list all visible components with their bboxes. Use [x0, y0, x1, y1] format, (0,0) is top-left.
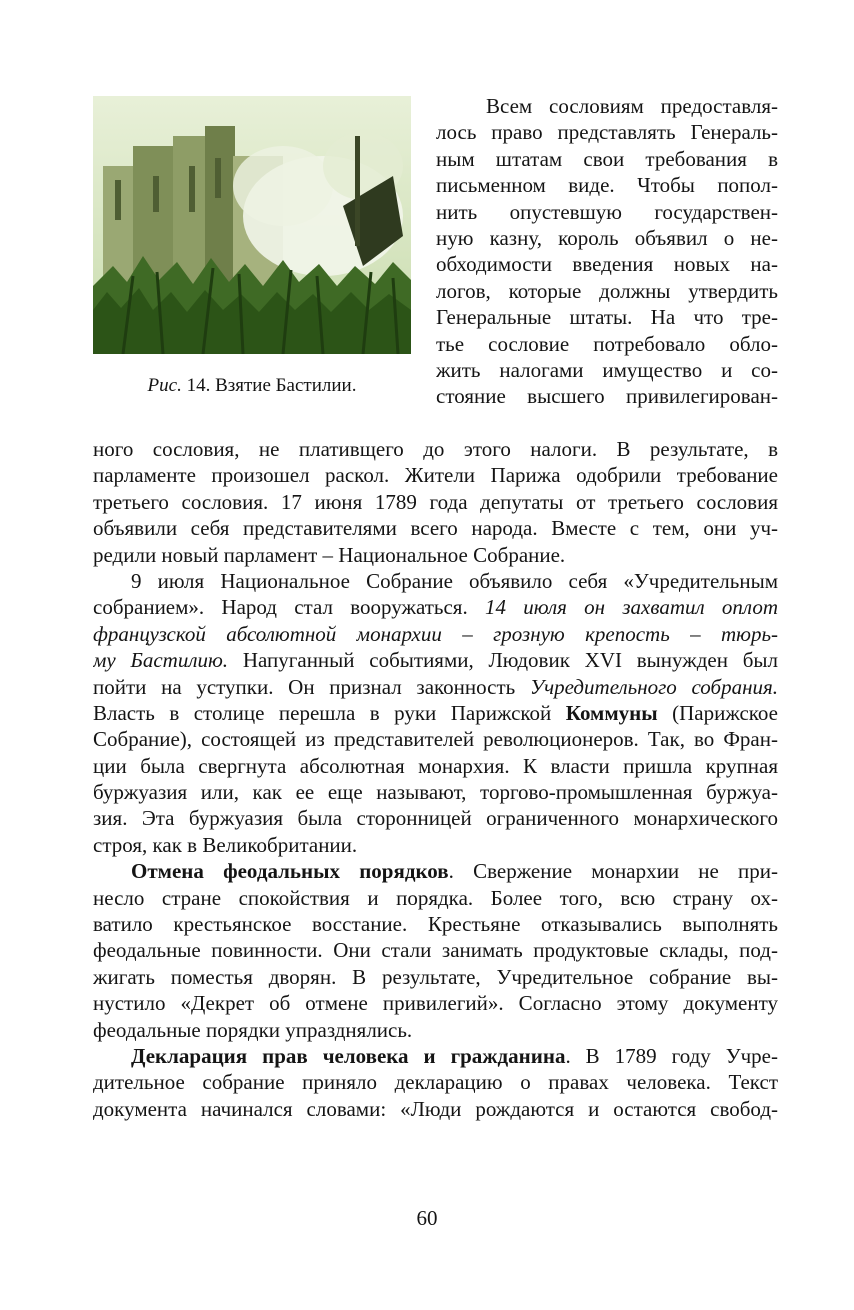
paragraph-line: парламенте произошел раскол. Жители Парижа одобрили требование [93, 463, 778, 488]
paragraph-line: ватило крестьянское восстание. Крестьяне отказывались выполнять [93, 912, 778, 937]
text-run: Власть в столице перешла в руки Парижской [93, 700, 566, 725]
page-number: 60 [416, 1206, 438, 1230]
paragraph-line: ного сословия, не плативщего до этого налоги. В результате, в [93, 437, 778, 461]
paragraph-line [93, 647, 778, 673]
side-column-text [436, 93, 778, 410]
paragraph-line: объявили себя представителями всего народа. Вместе с тем, они уч- [93, 516, 778, 541]
paragraph-line: нустило «Декрет об отмене привилегий». Согласно этому документу [93, 991, 778, 1016]
side-line: Всем сословиям предоставля- [486, 94, 778, 118]
paragraph-line [93, 858, 778, 884]
side-line: письменном виде. Чтобы попол- [436, 173, 778, 198]
caption-text: 14. Взятие Бастилии. [186, 375, 357, 396]
paragraph-line: документа начинался словами: «Люди рождаются и остаются свобод- [93, 1096, 778, 1121]
side-line: обходимости введения новых на- [436, 252, 778, 277]
side-line: тье сословие потребовало обло- [436, 331, 778, 356]
paragraph-line: жигать поместья дворян. В результате, Учредительное собрание вы- [93, 964, 778, 989]
text-run: . Свержение монархии не при- [448, 859, 778, 884]
side-line: жить налогами имущество и со- [436, 357, 778, 382]
paragraph-line: дительное собрание приняло декларацию о правах человека. Текст [93, 1070, 778, 1095]
paragraph-line [93, 594, 778, 620]
paragraph-line [93, 700, 778, 726]
bastille-illustration [93, 96, 411, 354]
paragraph-line: Собрание), состоящей из представителей революционеров. Так, во Фран- [93, 727, 778, 752]
paragraph-line: феодальные порядки упразднялись. [93, 1017, 413, 1042]
caption-prefix: Рис. [147, 375, 182, 396]
section-heading-declaration: Декларация прав человека и гражданина [131, 1043, 566, 1068]
paragraph-line: несло стране спокойствия и порядка. Более того, всю страну ох- [93, 885, 778, 910]
section-heading-feudal: Отмена феодальных порядков [131, 859, 449, 884]
paragraph-line: феодальные повинности. Они стали занимать продуктовые склады, под- [93, 938, 778, 963]
paragraph-line [93, 674, 778, 700]
bastille-image [93, 96, 411, 354]
paragraph-line [93, 621, 778, 647]
paragraph-line: редили новый парламент – Национальное Собрание. [93, 542, 566, 567]
italic-run: Учредительного собрания. [529, 674, 778, 699]
side-line: ным штатам свои требования в [436, 146, 778, 171]
paragraph-line: строя, как в Великобритании. [93, 832, 358, 857]
italic-run: 14 июля он захватил оплот [484, 595, 778, 620]
bold-term-kommuny: Коммуны [565, 700, 658, 725]
italic-run: му Бастилию. [93, 648, 229, 673]
side-line: лось право представлять Генераль- [436, 120, 778, 145]
text-run: пойти на уступки. Он признал законность [93, 674, 530, 699]
text-run: . В 1789 году Учре- [565, 1043, 778, 1068]
text-run: (Парижское [657, 700, 778, 725]
side-line: стояние высшего привилегирован- [436, 384, 778, 409]
paragraph-line [93, 1043, 778, 1069]
side-line: логов, которые должны утвердить [436, 278, 778, 303]
text-run: собранием». Народ стал вооружаться. [93, 595, 485, 620]
main-text [93, 436, 778, 1122]
side-line: Генеральные штаты. На что тре- [436, 305, 778, 330]
paragraph-line: 9 июля Национальное Собрание объявило себя «Учредительным [131, 568, 778, 593]
italic-run: французской абсолютной монархии – грозную крепость – тюрь- [93, 621, 778, 646]
paragraph-line: буржуазия или, как ее еще называют, торгово-промышленная буржуа- [93, 780, 778, 805]
side-line: нить опустевшую государствен- [436, 199, 778, 224]
paragraph-line: зия. Эта буржуазия была сторонницей ограниченного монархического [93, 806, 778, 831]
paragraph-line: ции была свергнута абсолютная монархия. К власти пришла крупная [93, 753, 778, 778]
figure-caption [93, 374, 411, 398]
paragraph-line: третьего сословия. 17 июня 1789 года депутаты от третьего сословия [93, 489, 778, 514]
text-run: Напуганный событиями, Людовик XVI вынужден был [228, 648, 778, 673]
side-line: ную казну, король объявил о не- [436, 225, 778, 250]
